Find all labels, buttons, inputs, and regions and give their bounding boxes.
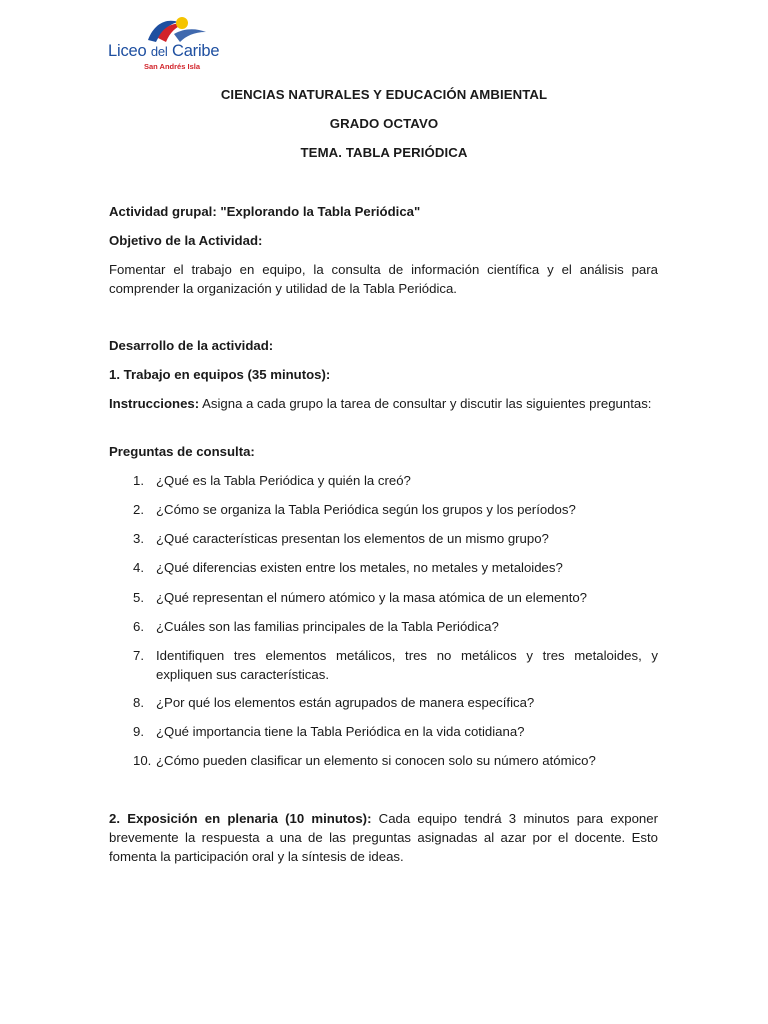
list-item-text: ¿Qué es la Tabla Periódica y quién la creó? — [156, 473, 411, 488]
step2-paragraph — [109, 809, 658, 866]
logo-name-del: del — [150, 44, 168, 59]
list-item-number: 1. — [133, 473, 144, 488]
list-item-text: ¿Cómo pueden clasificar un elemento si conocen solo su número atómico? — [156, 753, 596, 768]
list-item-text: ¿Cómo se organiza la Tabla Periódica según los grupos y los períodos? — [156, 502, 576, 517]
list-item-number: 7. — [133, 648, 144, 663]
step2-text: Cada equipo tendrá 3 minutos para exponer brevemente la respuesta a una de las preguntas asignadas al azar por el docente. Esto fomenta la participación oral y la síntesis de ideas. — [109, 811, 658, 864]
list-item-text: ¿Por qué los elementos están agrupados de manera específica? — [156, 695, 535, 710]
list-item-number: 10. — [133, 753, 152, 768]
school-logo — [108, 14, 238, 72]
logo-school-name — [108, 42, 219, 61]
list-item-number: 9. — [133, 724, 144, 739]
logo-name-liceo: Liceo — [108, 42, 151, 60]
list-item-text: ¿Qué diferencias existen entre los metales, no metales y metaloides? — [156, 560, 563, 575]
step2-title: 2. Exposición en plenaria (10 minutos): — [109, 811, 372, 826]
step1-title: 1. Trabajo en equipos (35 minutos): — [109, 367, 331, 382]
list-item-number: 8. — [133, 695, 144, 710]
objective-label: Objetivo de la Actividad: — [109, 233, 263, 248]
list-item-text: Identifiquen tres elementos metálicos, tres no metálicos y tres metaloides, y expliquen sus características. — [156, 648, 658, 682]
list-item-number: 6. — [133, 619, 144, 634]
instructions-text: Asigna a cada grupo la tarea de consultar y discutir las siguientes preguntas: — [199, 396, 652, 411]
list-item-number: 4. — [133, 560, 144, 575]
list-item-text: ¿Cuáles son las familias principales de la Tabla Periódica? — [156, 619, 499, 634]
list-item-text: ¿Qué representan el número atómico y la masa atómica de un elemento? — [156, 590, 588, 605]
logo-subtitle: San Andrés Isla — [144, 62, 200, 71]
activity-title: Actividad grupal: "Explorando la Tabla Periódica" — [109, 204, 421, 219]
instructions-label: Instrucciones: — [109, 396, 200, 411]
logo-name-caribe: Caribe — [167, 42, 220, 60]
development-label: Desarrollo de la actividad: — [109, 338, 274, 353]
topic-heading: TEMA. TABLA PERIÓDICA — [300, 145, 468, 160]
list-item-number: 5. — [133, 590, 144, 605]
questions-label: Preguntas de consulta: — [109, 444, 255, 459]
list-item-text: ¿Qué características presentan los elementos de un mismo grupo? — [156, 531, 549, 546]
list-item-number: 2. — [133, 502, 144, 517]
grade-heading: GRADO OCTAVO — [329, 116, 439, 131]
subject-heading: CIENCIAS NATURALES Y EDUCACIÓN AMBIENTAL — [220, 87, 548, 102]
instructions-paragraph — [109, 394, 658, 413]
list-item-number: 3. — [133, 531, 144, 546]
objective-text: Fomentar el trabajo en equipo, la consulta de información científica y el análisis para comprender la organización y utilidad de la Tabla Periódica. — [109, 262, 658, 296]
list-item-text: ¿Qué importancia tiene la Tabla Periódica en la vida cotidiana? — [156, 724, 525, 739]
